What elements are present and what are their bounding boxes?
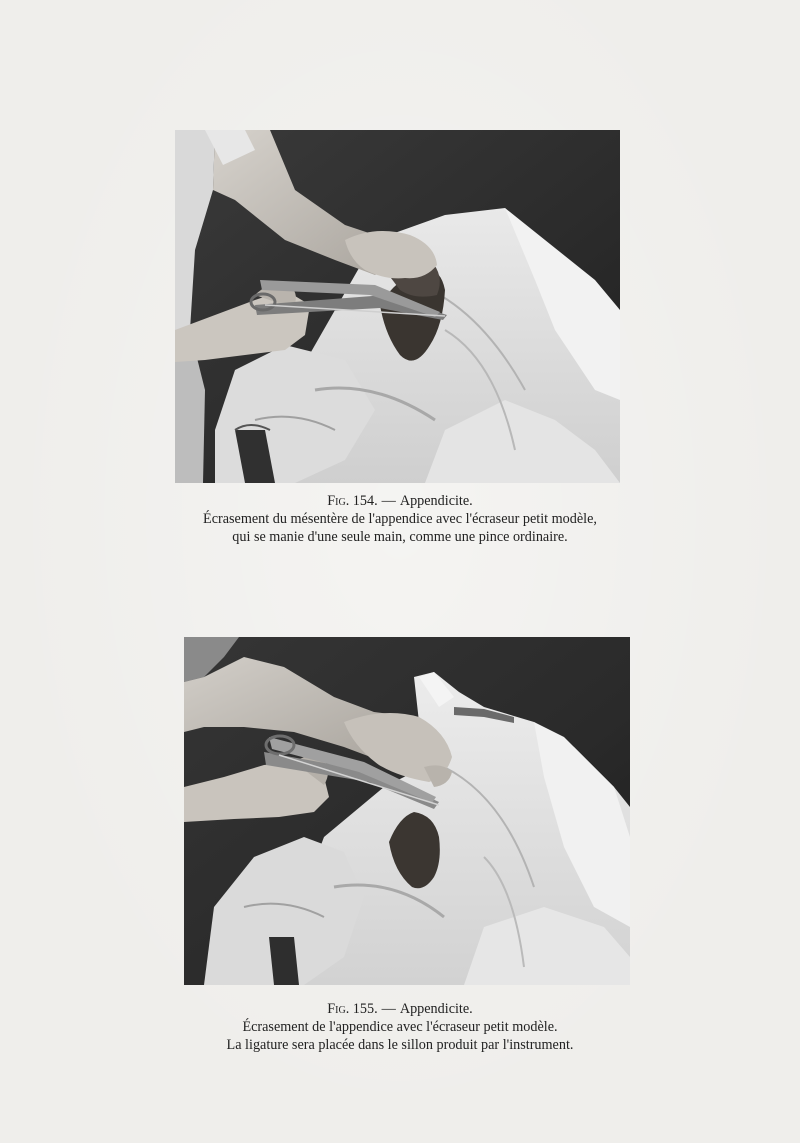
- photograph-fig-155: [184, 637, 630, 985]
- figure-title: Appendicite.: [399, 493, 473, 509]
- figure-number: Fig. 154.: [327, 493, 378, 509]
- surgical-photo-154: [175, 130, 620, 483]
- separator-dash: —: [381, 493, 396, 509]
- figure-caption-154: [100, 492, 700, 546]
- figure-title: Appendicite.: [399, 1001, 473, 1017]
- caption-line: Écrasement du mésentère de l'appendice avec l'écraseur petit modèle,: [203, 511, 597, 527]
- surgical-photo-155: [184, 637, 630, 985]
- separator-dash: —: [381, 1001, 396, 1017]
- figure-number: Fig. 155.: [327, 1001, 378, 1017]
- figure-caption-155: [100, 1000, 700, 1054]
- caption-line: qui se manie d'une seule main, comme une pince ordinaire.: [232, 529, 568, 545]
- photograph-fig-154: [175, 130, 620, 483]
- figure-title-row: [100, 492, 700, 510]
- caption-line: La ligature sera placée dans le sillon produit par l'instrument.: [226, 1037, 574, 1053]
- caption-line: Écrasement de l'appendice avec l'écraseur petit modèle.: [242, 1019, 558, 1035]
- figure-title-row: [100, 1000, 700, 1018]
